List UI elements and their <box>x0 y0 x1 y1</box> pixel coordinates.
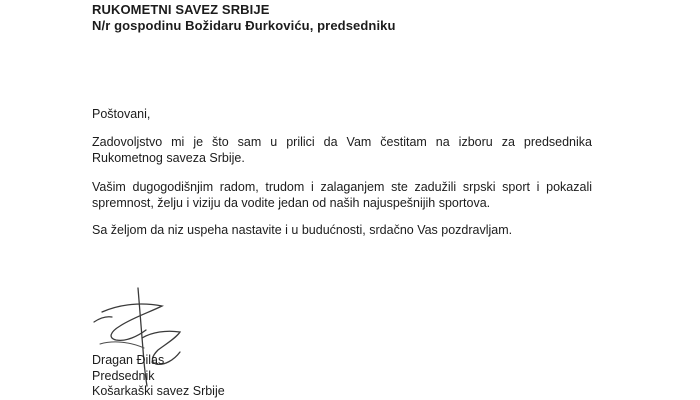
paragraph-praise: Vašim dugogodišnjim radom, trudom i zalaganjem ste zadužili srpski sport i pokazali spremnost, želju i viziju da vodite jedan od naših najuspešnijih sportova. <box>92 180 592 210</box>
paragraph-congratulations: Zadovoljstvo mi je što sam u prilici da Vam čestitam na izboru za predsednika Rukometnog saveza Srbije. <box>92 135 592 165</box>
paragraph-closing: Sa željom da niz uspeha nastavite i u budućnosti, srdačno Vas pozdravljam. <box>92 223 513 237</box>
sender-organization: Košarkaški savez Srbije <box>92 384 225 398</box>
signature-block <box>92 353 225 400</box>
sender-title: Predsednik <box>92 368 155 383</box>
sender-name: Dragan Đilas <box>92 353 165 367</box>
recipient-attention-line: N/r gospodinu Božidaru Đurkoviću, predsedniku <box>92 18 396 33</box>
recipient-block <box>92 2 396 34</box>
recipient-organization: RUKOMETNI SAVEZ SRBIJE <box>92 2 270 17</box>
salutation: Poštovani, <box>92 107 151 121</box>
